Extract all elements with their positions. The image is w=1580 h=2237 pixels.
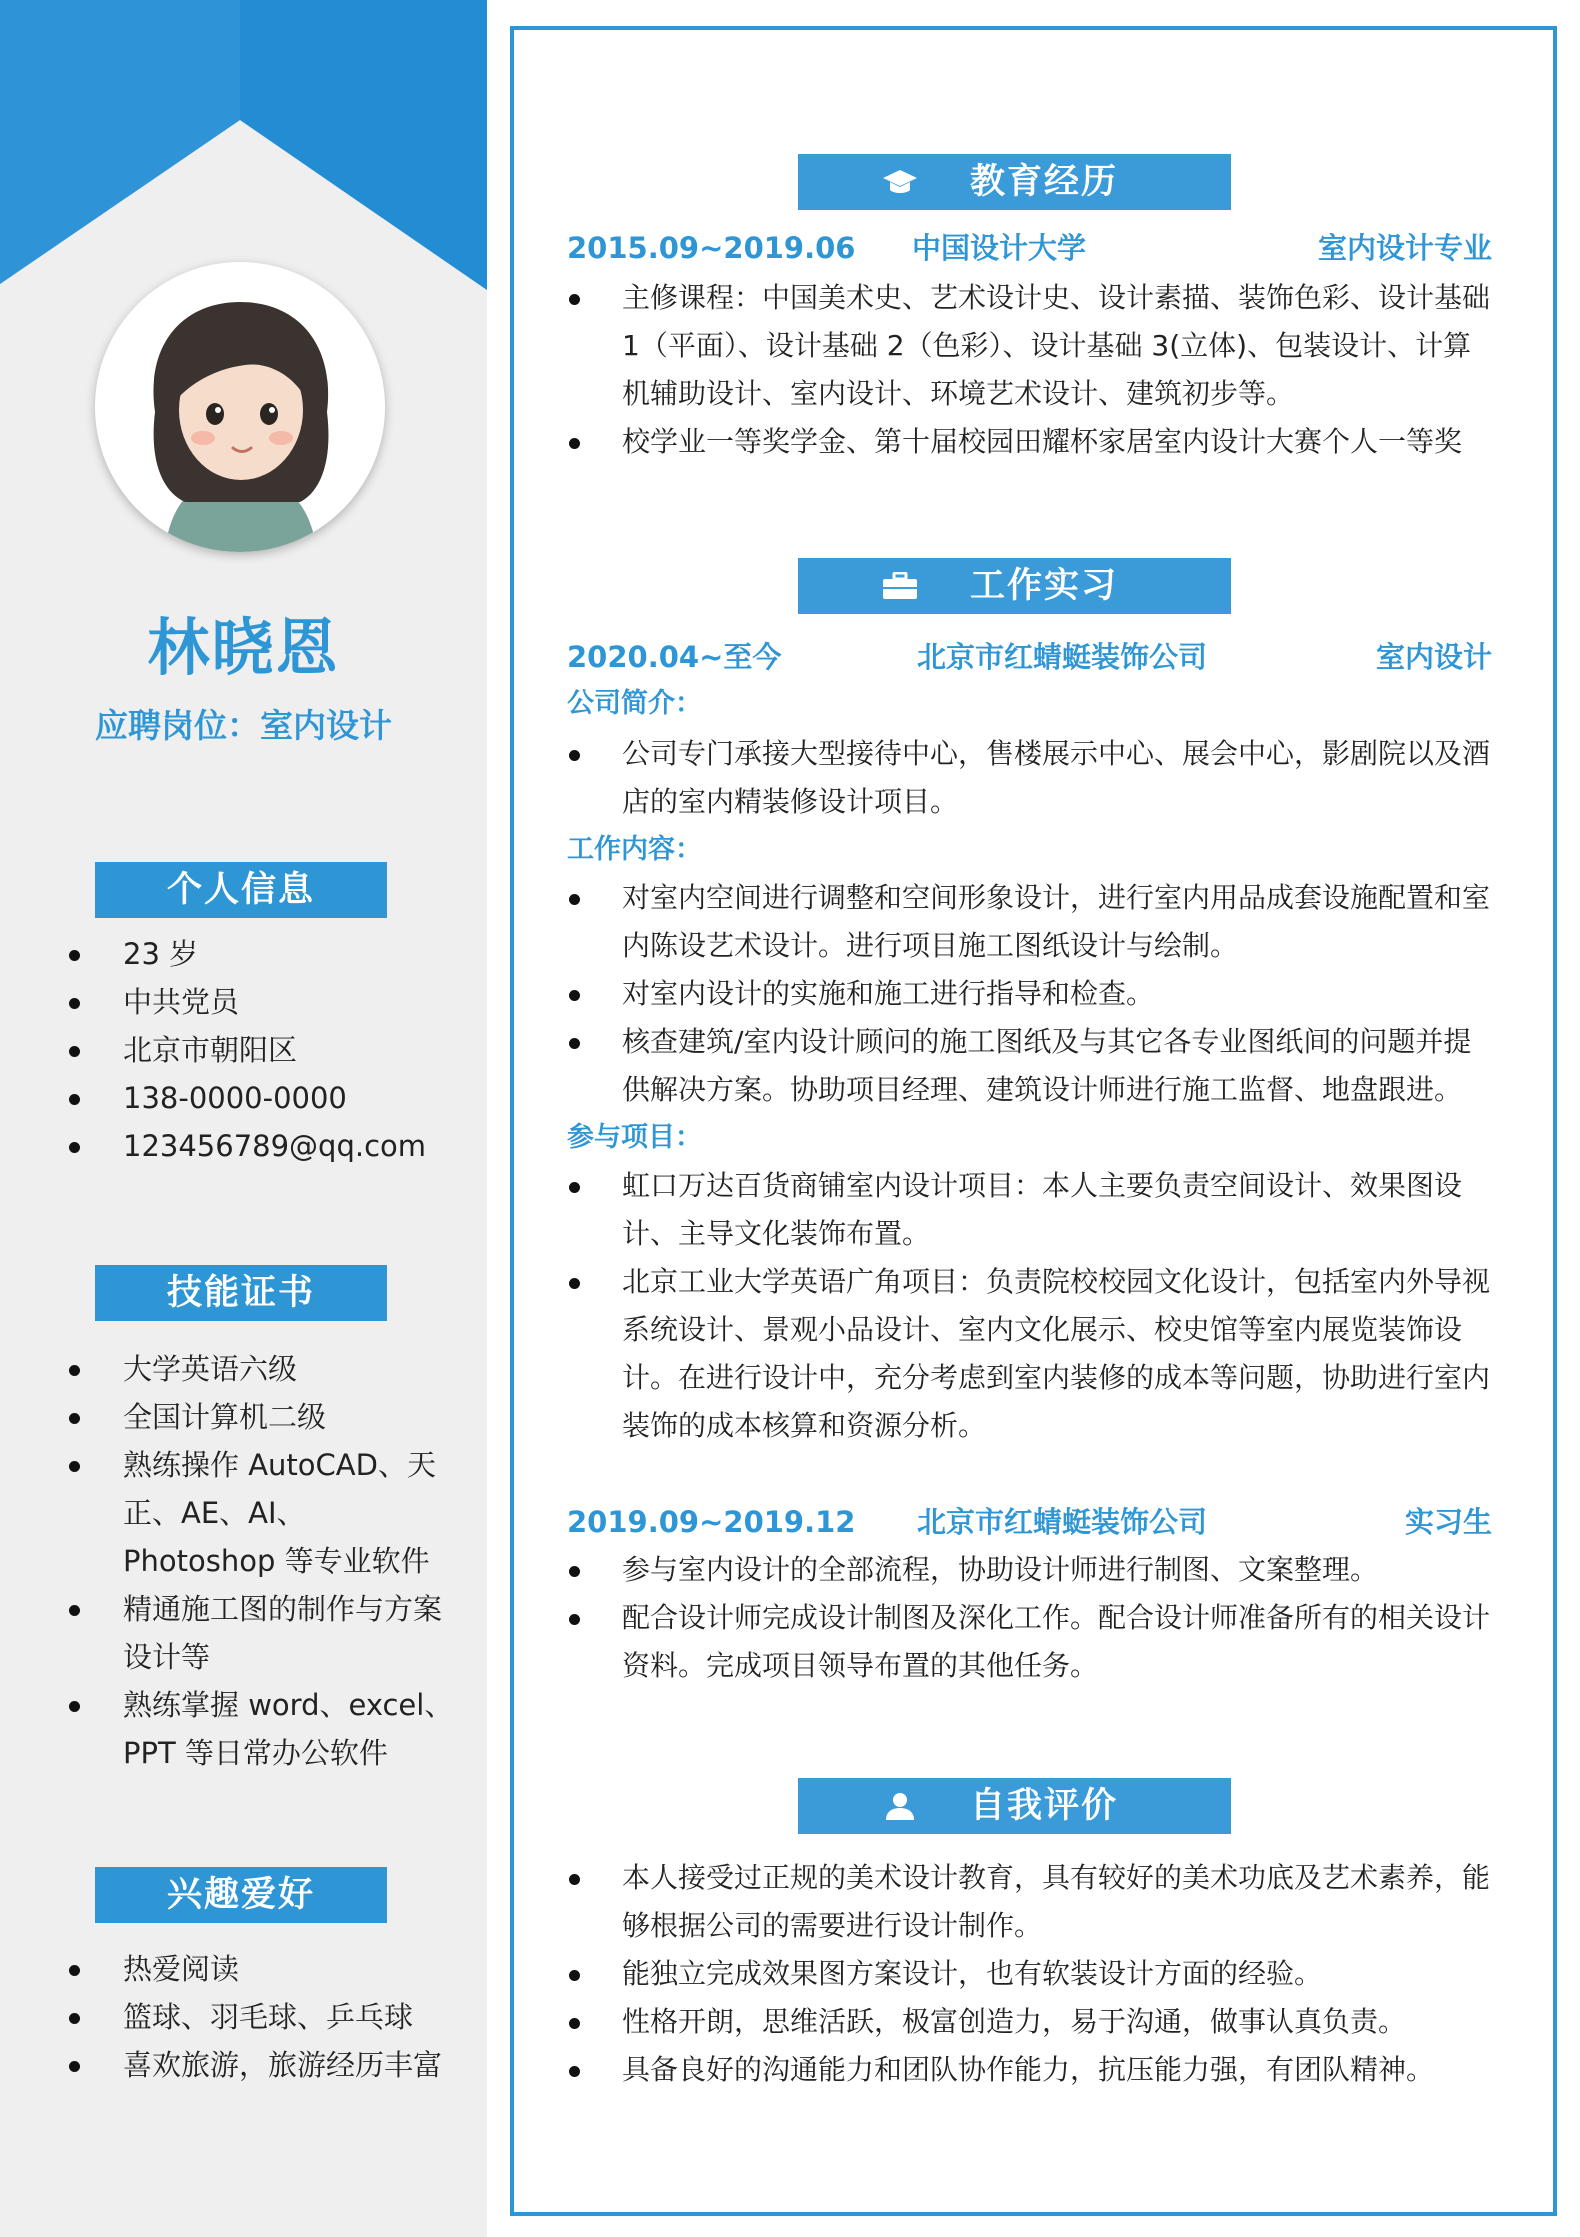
list-item: 公司专门承接大型接待中心，售楼展示中心、展会中心，影剧院以及酒店的室内精装修设计项目。 — [567, 730, 1492, 826]
list-item: 对室内空间进行调整和空间形象设计，进行室内用品成套设施配置和室内陈设艺术设计。进行项目施工图纸设计与绘制。 — [567, 874, 1492, 970]
self-eval-list — [567, 1854, 1492, 2094]
education-major: 室内设计专业 — [1317, 231, 1492, 265]
job2-role: 实习生 — [1404, 1505, 1492, 1539]
self-eval-heading — [798, 1778, 1231, 1834]
work-heading — [798, 558, 1231, 614]
list-item: 全国计算机二级 — [65, 1393, 455, 1441]
list-item: 性格开朗，思维活跃，极富创造力，易于沟通，做事认真负责。 — [567, 1998, 1492, 2046]
job-target — [0, 700, 487, 747]
list-item: 喜欢旅游，旅游经历丰富 — [65, 2041, 465, 2089]
list-item: 核查建筑/室内设计顾问的施工图纸及与其它各专业图纸间的问题并提供解决方案。协助项目经理、建筑设计师进行施工监督、地盘跟进。 — [567, 1018, 1492, 1114]
personal-info-heading: 个人信息 — [95, 862, 387, 918]
list-item: 主修课程：中国美术史、艺术设计史、设计素描、装饰色彩、设计基础 1（平面）、设计基础 2（色彩）、设计基础 3(立体)、包装设计、计算机辅助设计、室内设计、环境艺术设计、建筑初步等。 — [567, 274, 1492, 418]
work-title: 工作实习 — [970, 566, 1119, 606]
job2-company: 北京市红蜻蜓装饰公司 — [917, 1505, 1208, 1539]
job1-company: 北京市红蜻蜓装饰公司 — [917, 640, 1208, 674]
company-intro-list — [567, 730, 1492, 826]
list-item: 中共党员 — [65, 978, 465, 1026]
company-intro-label: 公司简介： — [567, 688, 702, 719]
person-icon — [882, 1792, 918, 1820]
project-label: 参与项目： — [567, 1122, 702, 1153]
job1-summary — [567, 637, 1492, 677]
hobbies-list — [65, 1945, 465, 2089]
list-item: 北京市朝阳区 — [65, 1026, 465, 1074]
list-item: 热爱阅读 — [65, 1945, 465, 1993]
candidate-name: 林晓恩 — [147, 611, 340, 684]
list-item: 参与室内设计的全部流程，协助设计师进行制图、文案整理。 — [567, 1546, 1492, 1594]
project-list — [567, 1162, 1492, 1450]
education-title: 教育经历 — [970, 162, 1119, 202]
list-item: 配合设计师完成设计制图及深化工作。配合设计师准备所有的相关设计资料。完成项目领导布置的其他任务。 — [567, 1594, 1492, 1690]
list-item: 138-0000-0000 — [65, 1074, 465, 1122]
briefcase-icon — [882, 572, 918, 600]
list-item: 校学业一等奖学金、第十届校园田耀杯家居室内设计大赛个人一等奖 — [567, 418, 1492, 466]
duty-list — [567, 874, 1492, 1114]
list-item: 熟练操作 AutoCAD、天正、AE、AI、Photoshop 等专业软件 — [65, 1441, 455, 1585]
sidebar — [0, 0, 487, 2237]
job2-summary — [567, 1502, 1492, 1542]
education-period: 2015.09~2019.06 — [567, 231, 856, 265]
education-list — [567, 274, 1492, 466]
education-summary — [567, 228, 1492, 268]
skills-list — [65, 1345, 455, 1777]
personal-info-list — [65, 930, 465, 1170]
graduation-cap-icon — [882, 168, 918, 196]
list-item: 熟练掌握 word、excel、PPT 等日常办公软件 — [65, 1681, 455, 1777]
job-value: 室内设计 — [260, 706, 392, 745]
header-decoration — [0, 0, 487, 290]
list-item: 虹口万达百货商铺室内设计项目：本人主要负责空间设计、效果图设计、主导文化装饰布置。 — [567, 1162, 1492, 1258]
skills-heading: 技能证书 — [95, 1265, 387, 1321]
self-eval-title: 自我评价 — [970, 1786, 1119, 1826]
list-item: 具备良好的沟通能力和团队协作能力，抗压能力强，有团队精神。 — [567, 2046, 1492, 2094]
list-item: 本人接受过正规的美术设计教育，具有较好的美术功底及艺术素养，能够根据公司的需要进行设计制作。 — [567, 1854, 1492, 1950]
job2-period: 2019.09~2019.12 — [567, 1505, 856, 1539]
list-item: 北京工业大学英语广角项目：负责院校校园文化设计，包括室内外导视系统设计、景观小品设计、室内文化展示、校史馆等室内展览装饰设计。在进行设计中，充分考虑到室内装修的成本等问题，协助进行室内装饰的成本核算和资源分析。 — [567, 1258, 1492, 1450]
avatar — [95, 262, 385, 552]
list-item: 篮球、羽毛球、乒乓球 — [65, 1993, 465, 2041]
education-school: 中国设计大学 — [912, 231, 1087, 265]
list-item: 123456789@qq.com — [65, 1122, 465, 1170]
list-item: 能独立完成效果图方案设计，也有软装设计方面的经验。 — [567, 1950, 1492, 1998]
list-item: 对室内设计的实施和施工进行指导和检查。 — [567, 970, 1492, 1018]
job-label: 应聘岗位： — [95, 706, 260, 745]
hobbies-heading: 兴趣爱好 — [95, 1867, 387, 1923]
list-item: 精通施工图的制作与方案设计等 — [65, 1585, 455, 1681]
duty-label: 工作内容： — [567, 834, 702, 865]
job2-list — [567, 1546, 1492, 1690]
avatar-illustration — [95, 262, 385, 552]
education-heading — [798, 154, 1231, 210]
job1-role: 室内设计 — [1375, 640, 1492, 674]
job1-period: 2020.04~至今 — [567, 640, 782, 674]
list-item: 23 岁 — [65, 930, 465, 978]
list-item: 大学英语六级 — [65, 1345, 455, 1393]
